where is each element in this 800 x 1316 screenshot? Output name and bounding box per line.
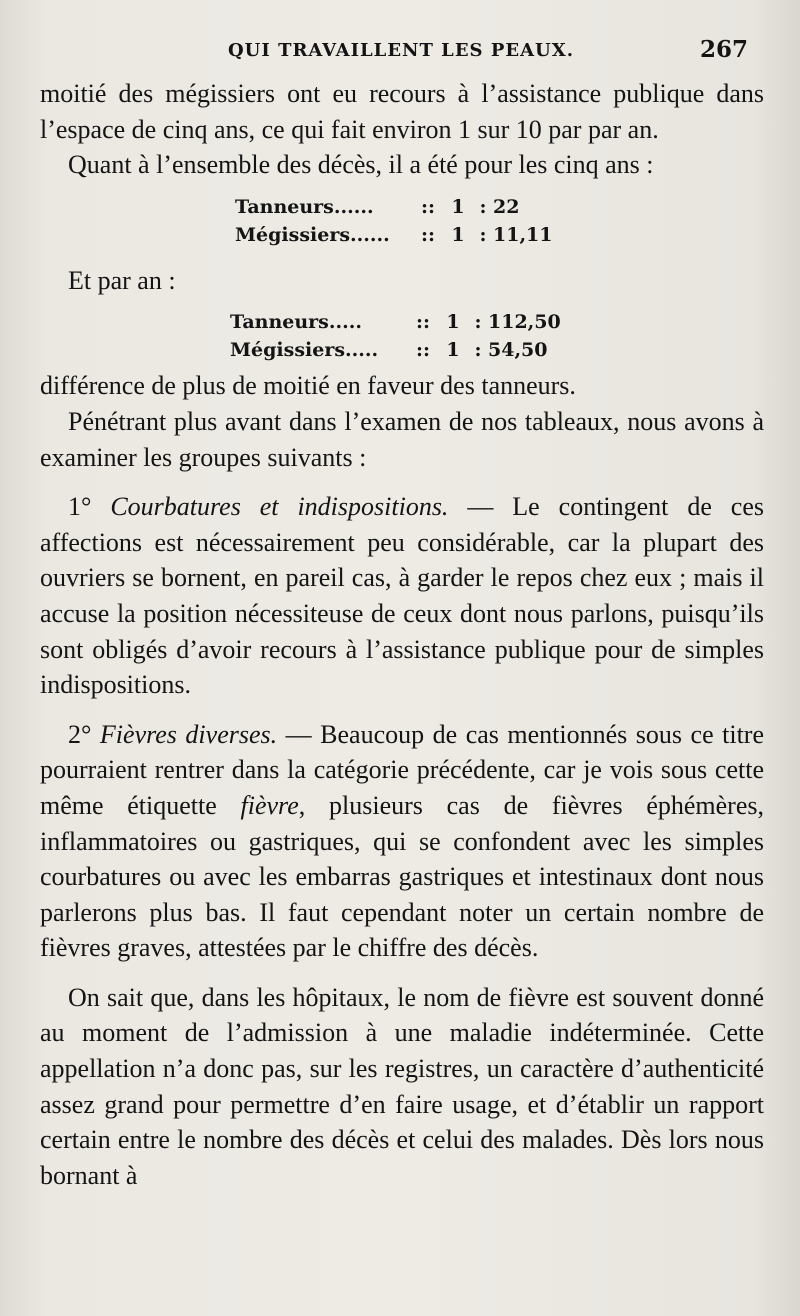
row-separator: :: [420,195,436,218]
page-header [0,34,800,70]
row-separator: :: [420,223,436,246]
row-label: Tanneurs...... [235,195,374,218]
paragraph: On sait que, dans les hôpitaux, le nom de fièvre est souvent donné au moment de l’admission à une maladie indéterminée. Cette appellation n’a donc pas, sur les registres, un caractère d’authenticité assez grand pour permettre d’en faire usage, et d’établir un rapport certain entre le nombre des décès et celui des malades. Dès lors nous bornant à [40,982,764,1190]
running-title: QUI TRAVAILLENT LES PEAUX. [228,40,574,61]
row-colon: : [479,223,487,246]
paragraph: moitié des mégissiers ont eu recours à l’assistance publique dans l’espace de cinq ans, ce qui fait environ 1 sur 10 par par an. [40,79,764,144]
row-value: 54,50 [488,339,548,362]
emphasized-word: fièvre [240,790,299,820]
deaths-total-table [40,193,764,249]
row-value: 11,11 [493,223,553,246]
section-title: Fièvres diverses. [99,719,278,749]
section-text: — Le contingent de ces affections est nécessairement peu considérable, car la plupart des ouvriers se bornent, en pareil cas, à garder le repos chez eux ; mais il accuse la position nécessiteuse de ceux dont nous parlons, puisqu’ils sont obligés d’avoir recours à l’assistance publique pour de simples indispositions. [40,492,764,700]
row-value: 112,50 [488,311,561,334]
table-row [230,336,764,364]
section-text: , plusieurs cas de fièvres éphémères, inflammatoires ou gastriques, qui se confondent avec les simples courbatures ou avec les embarras gastriques et intestinaux dont nous parlerons plus bas. Il faut cependant noter un certain nombre de fièvres graves, attestées par le chiffre des décès. [40,790,764,963]
body-text [40,76,764,1193]
section-number: 1° [68,492,92,522]
row-colon: : [474,311,482,334]
table-row [230,308,764,336]
row-separator: :: [415,311,431,334]
row-label: Tanneurs..... [230,311,362,334]
paragraph: Quant à l’ensemble des décès, il a été pour les cinq ans : [68,150,654,180]
table-row [235,193,764,221]
paragraph: Pénétrant plus avant dans l’examen de nos tableaux, nous avons à examiner les groupes suivants : [40,406,764,472]
paragraph: Et par an : [68,265,176,295]
row-label: Mégissiers...... [235,223,390,246]
row-one: 1 [446,339,460,362]
row-separator: :: [415,339,431,362]
section-number: 2° [68,719,92,749]
row-one: 1 [446,311,460,334]
row-colon: : [474,339,482,362]
section-text: — Beaucoup de cas mentionnés sous ce titre pourraient rentrer dans la catégorie précédente, car je vois sous cette même étiquette [40,719,764,820]
row-label: Mégissiers..... [230,339,379,362]
section-courbatures [40,489,764,703]
deaths-annual-table [40,308,764,364]
section-fievres [40,717,764,966]
section-title: Courbatures et indispositions. [110,492,449,522]
row-value: 22 [493,195,520,218]
paragraph: différence de plus de moitié en faveur des tanneurs. [40,371,576,401]
table-row [235,221,764,249]
page-number: 267 [700,36,749,63]
row-one: 1 [451,223,465,246]
row-colon: : [479,195,487,218]
row-one: 1 [451,195,465,218]
